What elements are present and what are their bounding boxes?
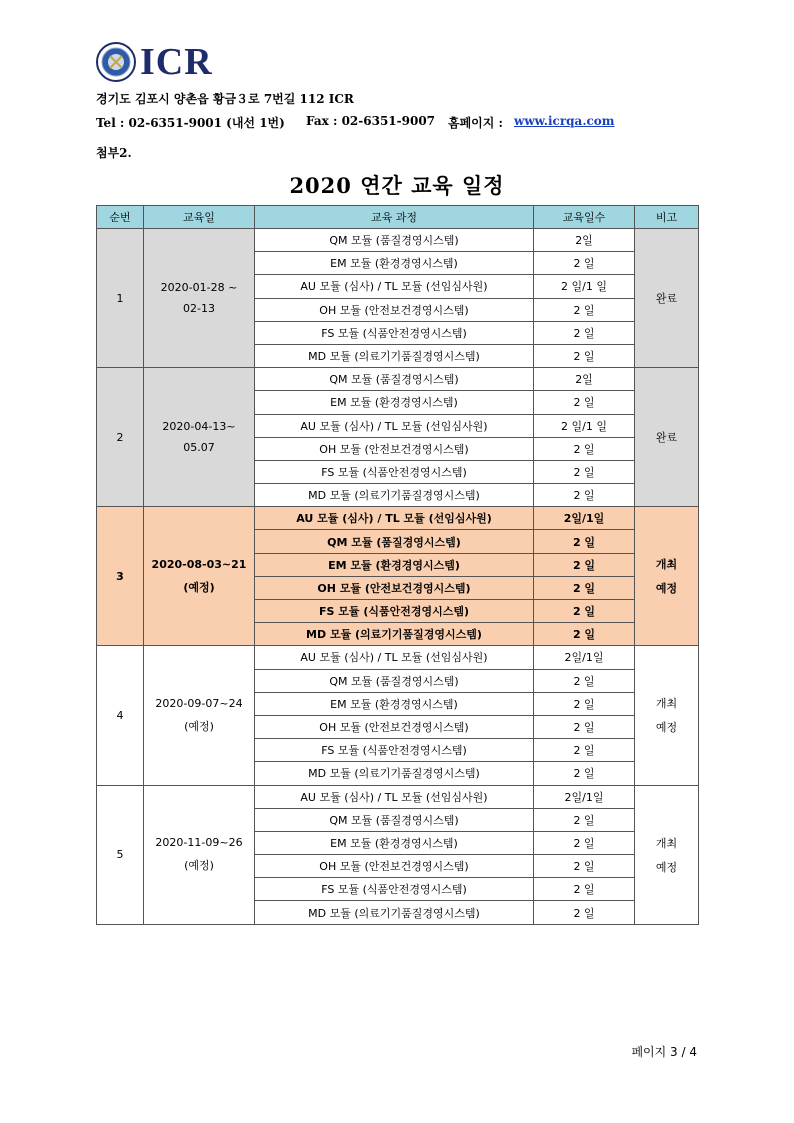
course-name: EM 모듈 (환경경영시스템) — [255, 831, 534, 854]
course-name: OH 모듈 (안전보건경영시스템) — [255, 576, 534, 599]
remark-line: 완료 — [655, 431, 678, 445]
course-days: 2 일 — [534, 321, 635, 344]
group-remark — [635, 368, 699, 507]
schedule-table — [96, 205, 699, 925]
course-days: 2 일 — [534, 878, 635, 901]
course-days: 2 일 — [534, 808, 635, 831]
company-address: 경기도 김포시 양촌읍 황금３로 7번길 112 ICR — [96, 92, 354, 106]
group-remark — [635, 229, 699, 368]
date-line: 2020-08-03~21 — [151, 557, 247, 571]
date-line: 05.07 — [183, 441, 215, 455]
remark-line: 완료 — [655, 292, 678, 306]
group-date — [144, 229, 255, 368]
course-name: FS 모듈 (식품안전경영시스템) — [255, 460, 534, 483]
table-row — [97, 507, 699, 530]
course-name: OH 모듈 (안전보건경영시스템) — [255, 855, 534, 878]
column-header-remark: 비고 — [635, 206, 699, 229]
icr-emblem-icon — [96, 42, 136, 82]
course-days: 2 일 — [534, 762, 635, 785]
course-days: 2일 — [534, 368, 635, 391]
date-line: 2020-01-28 ~ — [160, 281, 238, 295]
remark-line: 예정 — [655, 582, 678, 596]
remark-line: 개최 — [655, 558, 678, 572]
course-days: 2일/1일 — [534, 646, 635, 669]
homepage-label: 홈페이지 : — [448, 116, 503, 130]
course-name: AU 모듈 (심사) / TL 모듈 (선임심사원) — [255, 414, 534, 437]
course-days: 2 일 — [534, 553, 635, 576]
course-name: AU 모듈 (심사) / TL 모듈 (선임심사원) — [255, 785, 534, 808]
column-header-course: 교육 과정 — [255, 206, 534, 229]
column-header-date: 교육일 — [144, 206, 255, 229]
column-header-no: 순번 — [97, 206, 144, 229]
course-days: 2 일 — [534, 437, 635, 460]
course-name: AU 모듈 (심사) / TL 모듈 (선임심사원) — [255, 507, 534, 530]
group-date — [144, 507, 255, 646]
table-row — [97, 646, 699, 669]
course-name: QM 모듈 (품질경영시스템) — [255, 530, 534, 553]
table-row — [97, 785, 699, 808]
course-name: MD 모듈 (의료기기품질경영시스템) — [255, 762, 534, 785]
course-name: FS 모듈 (식품안전경영시스템) — [255, 600, 534, 623]
group-date — [144, 785, 255, 924]
course-name: AU 모듈 (심사) / TL 모듈 (선임심사원) — [255, 275, 534, 298]
date-line: 2020-11-09~26 — [155, 836, 243, 850]
remark-line: 예정 — [655, 860, 678, 874]
course-days: 2 일/1 일 — [534, 275, 635, 298]
homepage-link[interactable]: www.icrqa.com — [514, 114, 615, 128]
group-number: 3 — [97, 507, 144, 646]
group-number: 5 — [97, 785, 144, 924]
course-days: 2일 — [534, 229, 635, 252]
date-line: (예정) — [183, 580, 215, 594]
course-name: QM 모듈 (품질경영시스템) — [255, 808, 534, 831]
tel-number: Tel : 02-6351-9001 (내선 1번) — [96, 116, 285, 130]
course-name: AU 모듈 (심사) / TL 모듈 (선임심사원) — [255, 646, 534, 669]
table-header-row — [97, 206, 699, 229]
course-name: FS 모듈 (식품안전경영시스템) — [255, 321, 534, 344]
course-days: 2 일 — [534, 600, 635, 623]
group-date — [144, 368, 255, 507]
course-days: 2 일 — [534, 715, 635, 738]
attachment-label: 첨부2. — [96, 146, 132, 160]
date-line: 2020-09-07~24 — [155, 696, 243, 710]
course-days: 2일/1일 — [534, 507, 635, 530]
course-name: QM 모듈 (품질경영시스템) — [255, 368, 534, 391]
remark-line: 예정 — [655, 721, 678, 735]
course-name: OH 모듈 (안전보건경영시스템) — [255, 715, 534, 738]
course-name: MD 모듈 (의료기기품질경영시스템) — [255, 901, 534, 924]
course-days: 2 일 — [534, 391, 635, 414]
course-days: 2 일 — [534, 739, 635, 762]
course-days: 2 일 — [534, 530, 635, 553]
date-line: 02-13 — [183, 302, 215, 316]
column-header-days: 교육일수 — [534, 206, 635, 229]
group-number: 4 — [97, 646, 144, 785]
course-days: 2 일 — [534, 901, 635, 924]
fax-number: Fax : 02-6351-9007 — [306, 114, 436, 128]
course-days: 2 일 — [534, 298, 635, 321]
course-days: 2 일/1 일 — [534, 414, 635, 437]
course-name: OH 모듈 (안전보건경영시스템) — [255, 437, 534, 460]
date-line: (예정) — [184, 719, 214, 733]
page-number: 페이지 3 / 4 — [631, 1045, 697, 1059]
date-line: (예정) — [184, 859, 214, 873]
course-days: 2 일 — [534, 344, 635, 367]
course-days: 2 일 — [534, 669, 635, 692]
group-remark — [635, 646, 699, 785]
course-name: MD 모듈 (의료기기품질경영시스템) — [255, 484, 534, 507]
course-name: MD 모듈 (의료기기품질경영시스템) — [255, 623, 534, 646]
course-name: QM 모듈 (품질경영시스템) — [255, 229, 534, 252]
group-number: 1 — [97, 229, 144, 368]
remark-line: 개최 — [655, 697, 678, 711]
schedule-body — [97, 229, 699, 925]
course-days: 2 일 — [534, 831, 635, 854]
group-number: 2 — [97, 368, 144, 507]
course-days: 2 일 — [534, 855, 635, 878]
course-name: FS 모듈 (식품안전경영시스템) — [255, 878, 534, 901]
course-days: 2 일 — [534, 484, 635, 507]
course-name: EM 모듈 (환경경영시스템) — [255, 252, 534, 275]
date-line: 2020-04-13~ — [162, 420, 236, 434]
course-days: 2 일 — [534, 692, 635, 715]
remark-line: 개최 — [655, 836, 678, 850]
course-name: MD 모듈 (의료기기품질경영시스템) — [255, 344, 534, 367]
course-name: EM 모듈 (환경경영시스템) — [255, 692, 534, 715]
course-days: 2 일 — [534, 576, 635, 599]
course-days: 2 일 — [534, 460, 635, 483]
course-days: 2 일 — [534, 252, 635, 275]
group-date — [144, 646, 255, 785]
group-remark — [635, 507, 699, 646]
course-name: FS 모듈 (식품안전경영시스템) — [255, 739, 534, 762]
course-name: EM 모듈 (환경경영시스템) — [255, 553, 534, 576]
course-name: OH 모듈 (안전보건경영시스템) — [255, 298, 534, 321]
course-days: 2일/1일 — [534, 785, 635, 808]
course-name: QM 모듈 (품질경영시스템) — [255, 669, 534, 692]
course-days: 2 일 — [534, 623, 635, 646]
group-remark — [635, 785, 699, 924]
table-row — [97, 229, 699, 252]
page-title: 2020 연간 교육 일정 — [289, 173, 505, 198]
table-row — [97, 368, 699, 391]
course-name: EM 모듈 (환경경영시스템) — [255, 391, 534, 414]
company-logo — [96, 40, 213, 84]
logo-text: ICR — [140, 41, 213, 83]
